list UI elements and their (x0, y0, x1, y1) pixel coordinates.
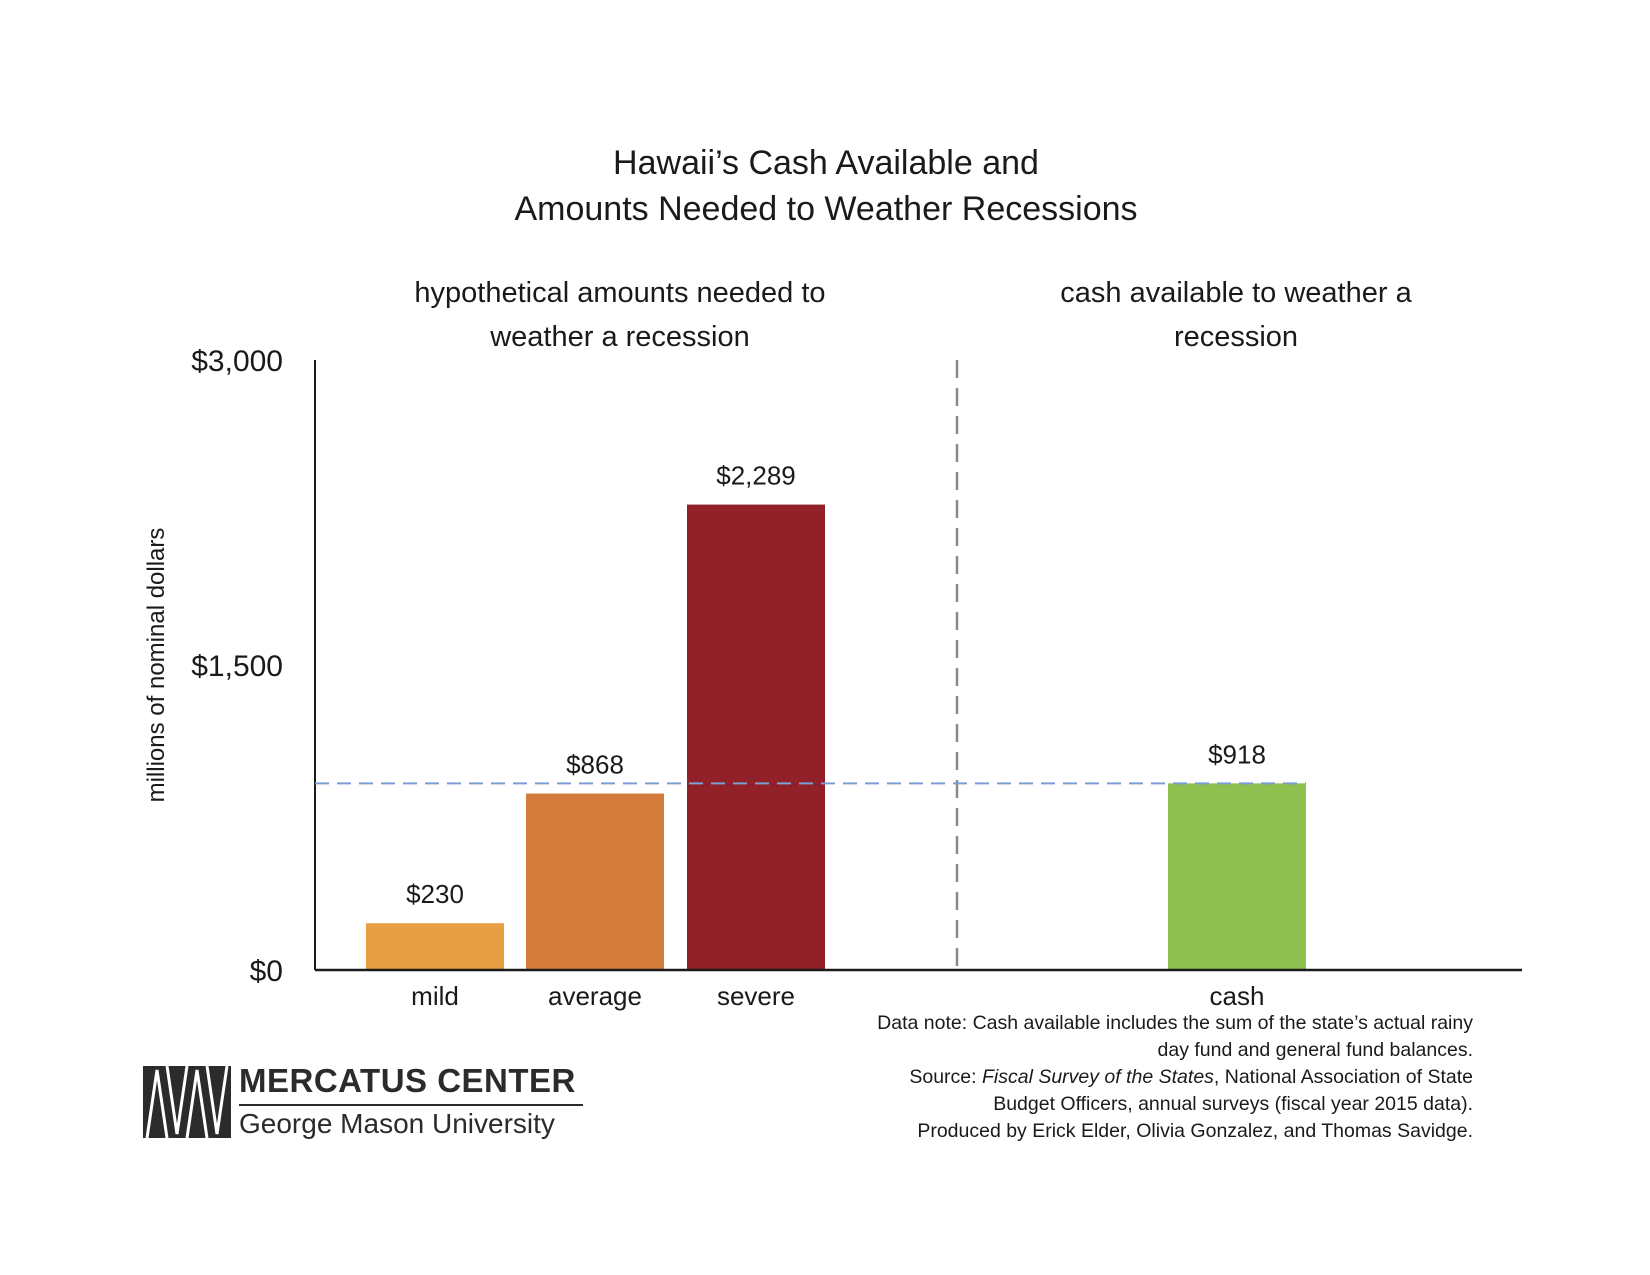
data-label-cash: $918 (1208, 739, 1266, 770)
logo-name: MERCATUS CENTER (239, 1062, 576, 1099)
source-rest: , National Association of State (1213, 1066, 1473, 1088)
category-label-mild: mild (411, 981, 459, 1011)
y-axis-label: millions of nominal dollars (143, 527, 170, 803)
source-title: Fiscal Survey of the States (981, 1066, 1214, 1088)
category-label-severe: severe (716, 981, 796, 1011)
mercatus-mark-icon (143, 1066, 231, 1138)
data-label-average: $868 (566, 749, 624, 780)
source-line (773, 1064, 1473, 1091)
y-tick-label: $0 (249, 955, 283, 988)
source-prefix: Source: (909, 1066, 982, 1088)
bar-average (526, 794, 664, 970)
bar-severe (687, 505, 825, 970)
category-label-average: average (548, 981, 642, 1011)
group-label-needed-line-2: weather a recession (490, 321, 750, 353)
data-label-severe: $2,289 (716, 460, 796, 491)
group-label-needed-line-1: hypothetical amounts needed to (414, 277, 826, 309)
category-label-cash: cash (1209, 981, 1265, 1011)
chart-title-line-2: Amounts Needed to Weather Recessions (514, 190, 1138, 228)
group-label-cash-line-2: recession (1173, 321, 1299, 353)
note-line-2: day fund and general fund balances. (1157, 1039, 1473, 1061)
bar-mild (366, 923, 504, 970)
data-note (773, 1010, 1473, 1145)
y-tick-label: $3,000 (191, 345, 283, 378)
source-line-2: Budget Officers, annual surveys (fiscal year 2015 data). (993, 1093, 1473, 1115)
mercatus-logo (143, 1062, 593, 1138)
data-label-mild: $230 (406, 879, 464, 910)
logo-divider (239, 1104, 583, 1106)
bar-cash (1168, 783, 1306, 970)
logo-subtitle: George Mason University (239, 1108, 555, 1139)
produced-by: Produced by Erick Elder, Olivia Gonzalez, and Thomas Savidge. (917, 1120, 1473, 1142)
y-tick-label: $1,500 (191, 650, 283, 683)
group-label-cash-line-1: cash available to weather a (1060, 277, 1412, 309)
note-line-1: Data note: Cash available includes the sum of the state’s actual rainy (877, 1012, 1473, 1034)
chart-title-line-1: Hawaii’s Cash Available and (613, 144, 1039, 182)
